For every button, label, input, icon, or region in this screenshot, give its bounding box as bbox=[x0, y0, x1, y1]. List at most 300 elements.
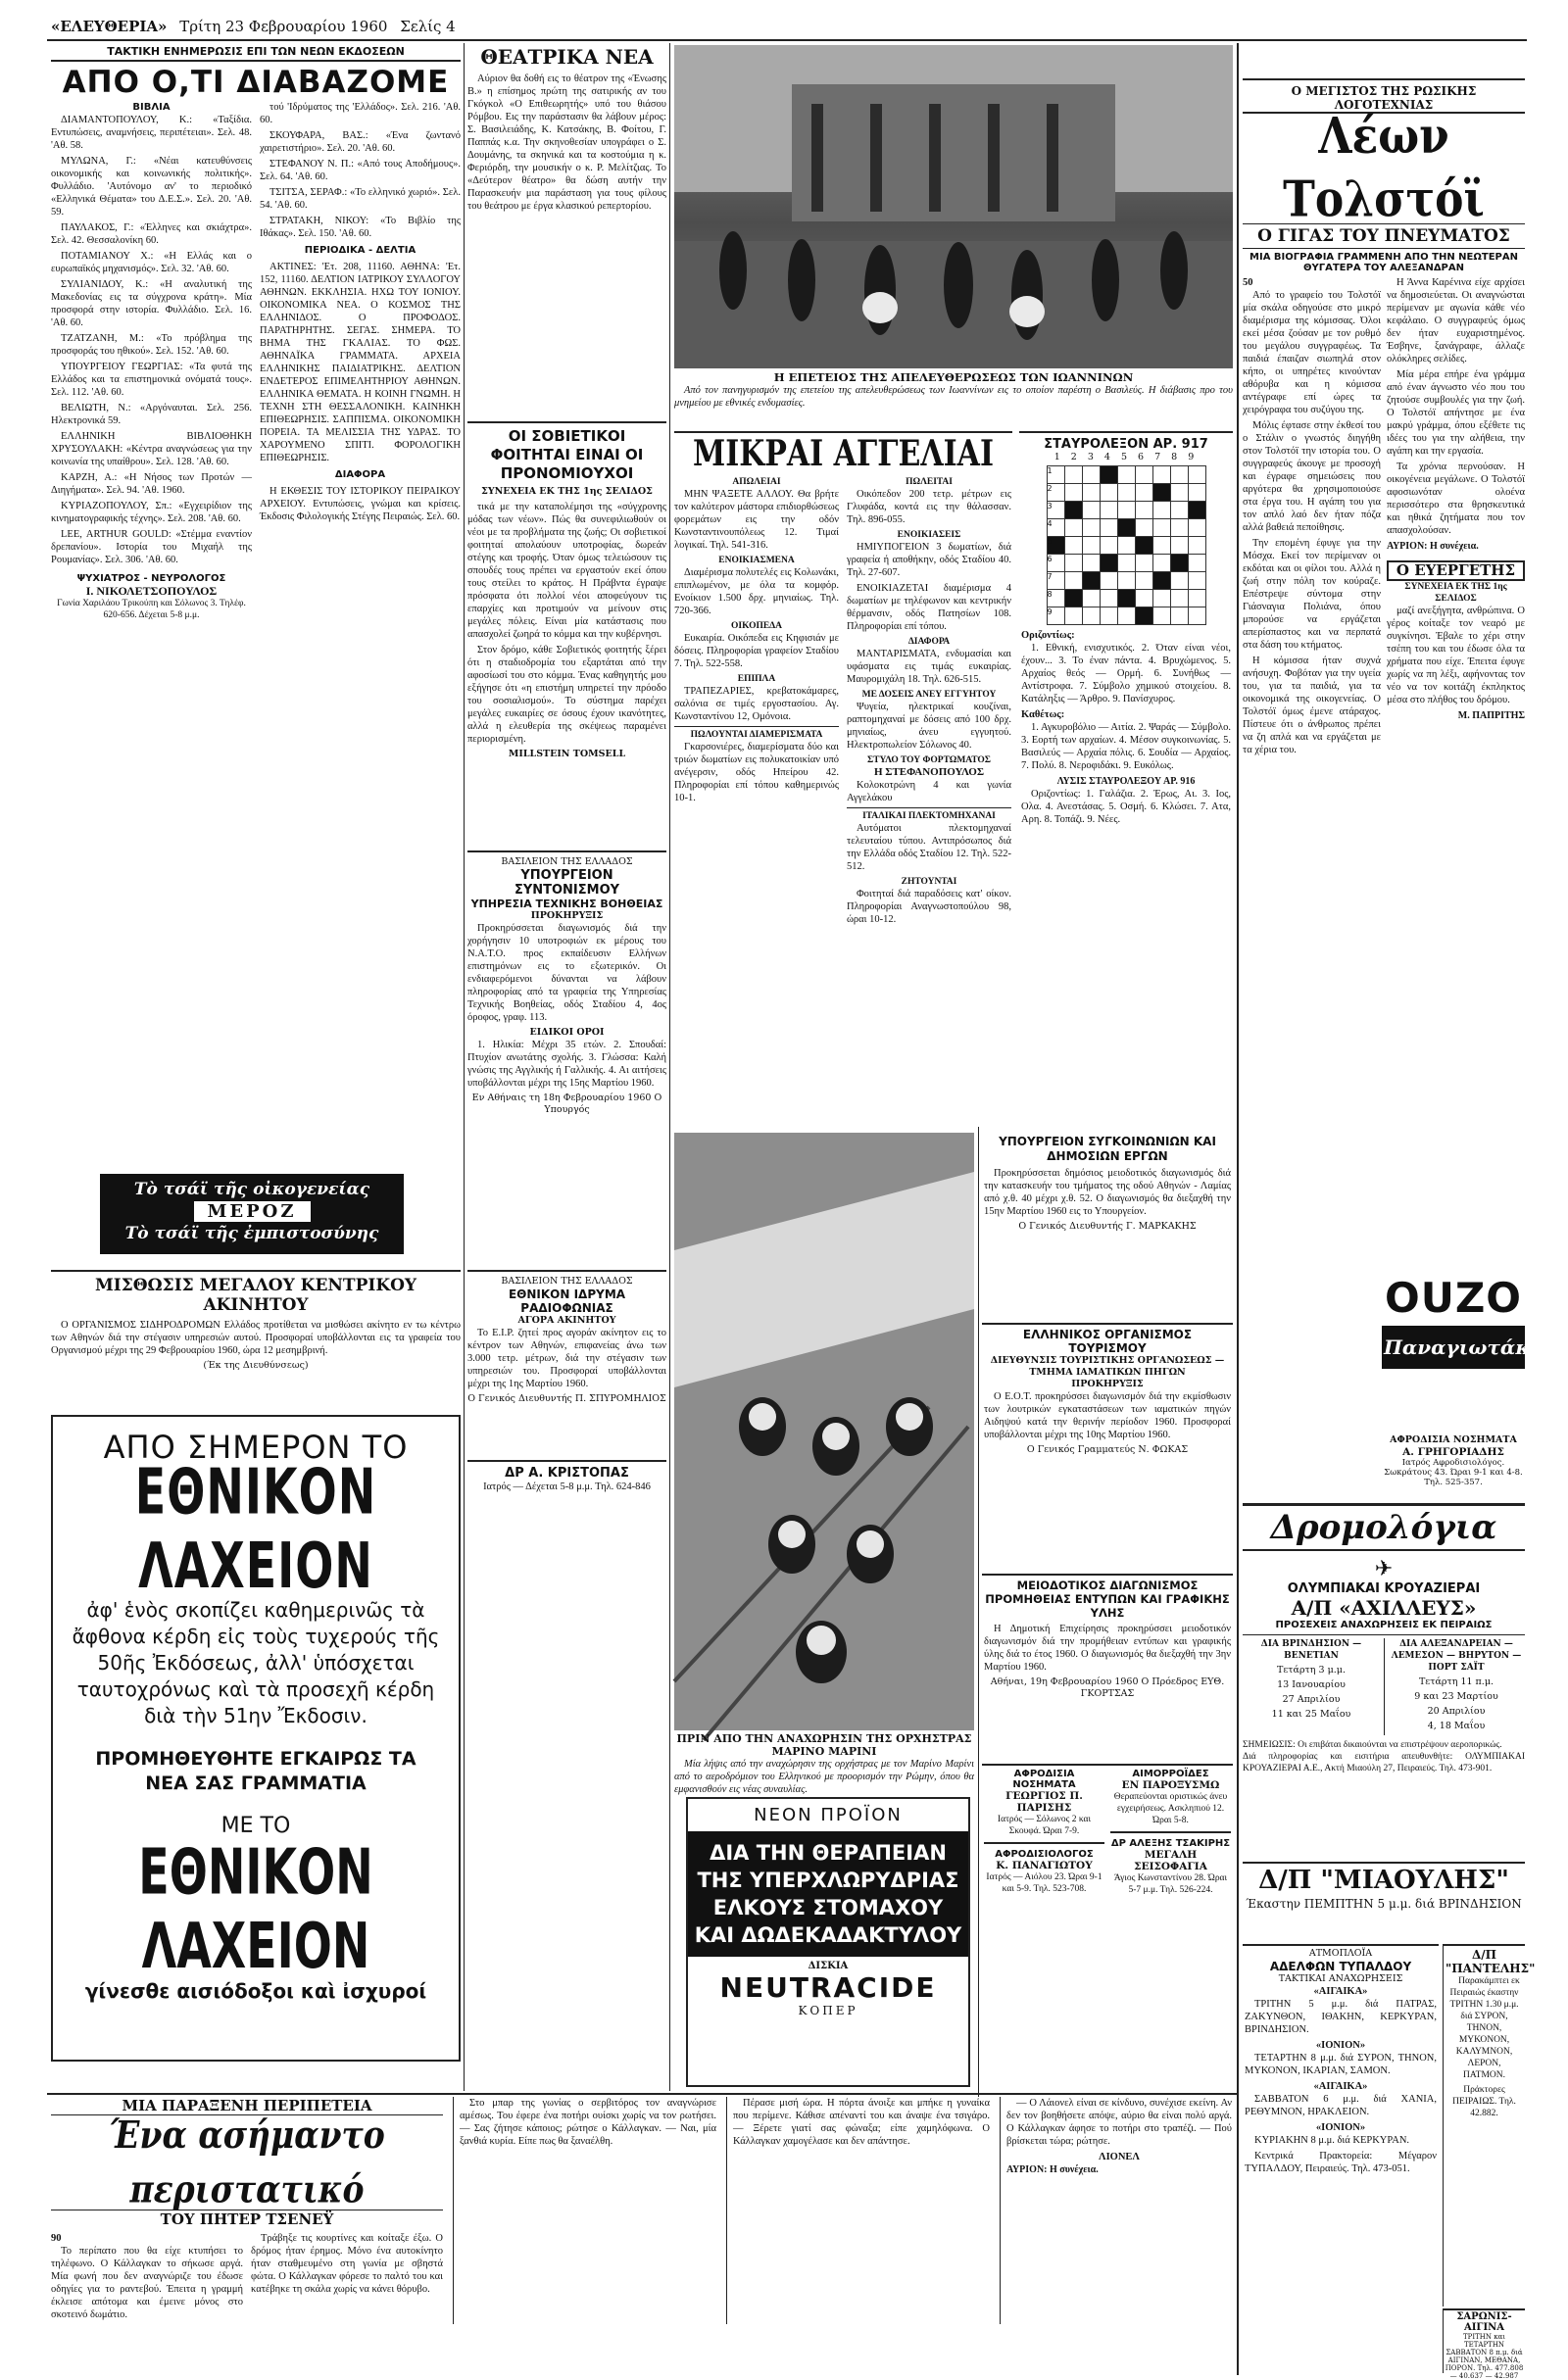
rented-label: ΕΝΟΙΚΙΑΣΜΕΝΑ bbox=[718, 556, 795, 565]
crossword-cell bbox=[1170, 572, 1188, 590]
crossword-cell bbox=[1135, 502, 1152, 519]
neutracide-ad bbox=[686, 1797, 970, 2087]
stylo-name: Η ΣΤΕΦΑΝΟΠΟΥΛΟΣ bbox=[873, 766, 985, 778]
crossword-title: ΣΤΑΥΡΟΛΕΞΟΝ ΑΡ. 917 bbox=[1044, 437, 1208, 452]
masthead-paper: «ΕΛΕΥΘΕΡΙΑ» bbox=[51, 18, 168, 35]
soviet-title: ΟΙ ΣΟΒΙΕΤΙΚΟΙ ΦΟΙΤΗΤΑΙ ΕΙΝΑΙ ΟΙ ΠΡΟΝΟΜΙΟΥΧΟΙ bbox=[490, 427, 644, 482]
crossword-cell bbox=[1135, 590, 1152, 607]
ship-departure-row: 4, 18 Μαΐου bbox=[1427, 1721, 1486, 1731]
typaldos-ship3: «ΑΙΓΑΙΚΑ» bbox=[1313, 2081, 1368, 2092]
book-entry: ΚΥΡΙΑΖΟΠΟΥΛΟΥ, Σπ.: «Εγχειρίδιον της κινηματογραφικής τέχνης». Σελ. 208. 'Αθ. 60. bbox=[51, 501, 252, 524]
crossword-cell bbox=[1135, 519, 1152, 537]
crossword-cell bbox=[1152, 537, 1170, 555]
crossword-cell bbox=[1082, 572, 1100, 590]
book-entry: ΤΖΑΤΖΑΝΗ, Μ.: «Το πρόβλημα της προσφοράς του ηθικού». Σελ. 152. 'Αθ. 60. bbox=[51, 333, 252, 357]
ouzo-ad bbox=[1382, 1274, 1544, 1431]
crossword-cell bbox=[1100, 502, 1117, 519]
crossword-cell bbox=[1117, 484, 1135, 502]
peristatiko-para: Στο μπαρ της γωνίας ο σερβιτόρος τον αναγνώρισε αμέσως. Του έφερε ένα ποτήρι ουίσκι χωρίς να τον ρωτήσει. — Σας ζήτησε κάποιος; ρώτησε ο Κάλλαγκαν. — Ναι, μία ξανθιά κυρία. Είπε πως θα ξαναέλθη. bbox=[460, 2098, 716, 2147]
peristatiko-para: — Ο Λάιονελ είναι σε κίνδυνο, συνέχισε εκείνη. Αν δεν τον βοηθήσετε απόψε, αύριο θα είναι πολύ αργά. Ο Κάλλαγκαν άφησε το ποτήρι στο τραπέζι. — Πού βρίσκεται τώρα; ρώτησε. bbox=[1006, 2098, 1232, 2147]
crossword-cell bbox=[1170, 519, 1188, 537]
clinic2-ad-title: ΑΦΡΟΔΙΣΙΑ ΝΟΣΗΜΑΤΑ bbox=[1390, 1434, 1517, 1445]
crossword-cell bbox=[1100, 607, 1117, 625]
benefactor-cont: ΣΥΝΕΧΕΙΑ ΕΚ ΤΗΣ 1ης ΣΕΛΙΔΟΣ bbox=[1404, 582, 1507, 604]
crossword-cell bbox=[1082, 502, 1100, 519]
neutracide-brand: NEUTRACIDE bbox=[719, 1971, 937, 2004]
sale-label: ΠΩΛΕΙΤΑΙ bbox=[906, 477, 953, 487]
crossword-cell bbox=[1188, 537, 1205, 555]
tourism-sign: Ο Γενικός Γραμματεύς Ν. ΦΩΚΑΣ bbox=[1026, 1444, 1189, 1455]
clinic1-text: Ιατρός — Σόλωνος 2 και Σκουφά. Ώραι 7-9. bbox=[997, 1815, 1092, 1836]
crossword-cell: 3 bbox=[1047, 502, 1064, 519]
clinic3-title: ΑΙΜΟΡΡΟΪΔΕΣ bbox=[1132, 1769, 1209, 1779]
ioannina-photo bbox=[674, 45, 1233, 368]
classifieds-title: ΜΙΚΡΑΙ ΑΓΓΕΛΙΑΙ bbox=[693, 433, 994, 475]
ouzo-brand: OUZO bbox=[1385, 1274, 1522, 1322]
crossword-cell bbox=[1188, 502, 1205, 519]
crossword-cell bbox=[1117, 466, 1135, 484]
ministry-text: Προκηρύσσεται διαγωνισμός διά την χορήγησιν 10 υποτροφιών εκ μέρους του Ν.Α.Τ.Ο. προς εκπαίδευσιν Ελλήνων επιστημόνων εις το εξωτερικόν. Οι ενδιαφερόμενοι δύνανται να λάβουν πληροφορίας από τα γραφεία της Υπηρεσίας Τεχνικής Βοηθείας, οδός Σταδίου 4, 4ος όροφος, γραφ. 113. bbox=[467, 923, 666, 1023]
lease-note: (Έκ της Διευθύνσεως) bbox=[203, 1360, 309, 1371]
crossword-cell bbox=[1064, 555, 1082, 572]
theatre-text: Αύριον θα δοθή εις το θέατρον της «Ένωσης Β.» η επίσημος πρώτη της σατιρικής αν του Γκόγκολ «Ο Επιθεωρητής» υπό του θιάσου Ρόμβου. Εις την παράστασιν θα λάβουν μέρος: Σ. Βασιλειάδης, Κ. Κατσάκης, Β. Φοίτου, Γ. Παππάς κ.α. Την σκηνοθεσίαν υπογράφει ο Σ. Δουμάνης, τα σκηνικά και τα κοστούμια η κ. Φεριόρδη, την μουσικήν ο κ. Ρ. Μελίτζιας. Το «Δεύτερον θέατρο» θα δώση αυτήν την Παρασκευήν μια παράσταση για τους φίλους του θεάτρου με έργα κλασικού ρεπερτορίου. bbox=[467, 73, 666, 212]
radio-notice bbox=[467, 1270, 666, 1456]
crossword-cell bbox=[1064, 607, 1082, 625]
tender-title: ΜΕΙΟΔΟΤΙΚΟΣ ΔΙΑΓΩΝΙΣΜΟΣ ΠΡΟΜΗΘΕΙΑΣ ΕΝΤΥΠΩΝ ΚΑΙ ΓΡΑΦΙΚΗΣ ΥΛΗΣ bbox=[985, 1579, 1230, 1620]
masthead-page: Σελίς 4 bbox=[400, 18, 456, 35]
clinic2-ad-name: Α. ΓΡΗΓΟΡΙΑΔΗΣ bbox=[1402, 1446, 1504, 1458]
clinic4-name: ΜΕΓΑΛΗ ΣΕΙΣΟΦΑΓΙΑ bbox=[1134, 1849, 1207, 1872]
crossword-cell bbox=[1152, 590, 1170, 607]
ship-sub: ΠΡΟΣΕΧΕΙΣ ΑΝΑΧΩΡΗΣΕΙΣ ΕΚ ΠΕΙΡΑΙΩΣ bbox=[1275, 1620, 1493, 1630]
panteli-info: Πράκτορες ΠΕΙΡΑΙΩΣ. Τηλ. 42.882. bbox=[1452, 2085, 1516, 2118]
clinic2-name: Κ. ΠΑΝΑΓΙΩΤΟΥ bbox=[996, 1860, 1093, 1871]
crossword-cell bbox=[1082, 607, 1100, 625]
tourism-text: Ο Ε.Ο.Τ. προκηρύσσει διαγωνισμόν διά την εκμίσθωσιν των λουτρικών εγκαταστάσεων των ιαματικών πηγών Αιδηψού κατά την θερινήν περίοδον 1960. Προσφοραί υποβάλλονται μέχρι της 10ης Μαρτίου 1960. bbox=[984, 1391, 1231, 1440]
book-entry: ΕΛΛΗΝΙΚΗ ΒΙΒΛΙΟΘΗΚΗ ΧΡΥΣΟΥΛΑΚΗ: «Κέντρα αναγνώσεως για την κοινωνία της υπαίθρου». Σελ. 128. 'Αθ. 60. bbox=[51, 431, 252, 467]
crossword-cell bbox=[1188, 555, 1205, 572]
crossword-cell bbox=[1100, 555, 1117, 572]
typaldos-ship2: «ΙΟΝΙΟΝ» bbox=[1315, 2040, 1366, 2051]
peristatiko-num: 90 bbox=[51, 2233, 62, 2244]
panteli-text: Παρακάμπτει εκ Πειραιώς έκαστην ΤΡΙΤΗΝ 1.30 μ.μ. διά ΣΥΡΟΝ, ΤΗΝΟΝ, ΜΥΚΟΝΟΝ, ΚΑΛΥΜΝΟΝ, ΛΕΡΟΝ, ΠΑΤΜΟΝ. bbox=[1449, 1976, 1520, 2080]
tender-notice bbox=[982, 1574, 1233, 1760]
crossword-cell bbox=[1152, 519, 1170, 537]
crossword-cell bbox=[1188, 590, 1205, 607]
book-entry: ΠΟΤΑΜΙΑΝΟΥ Χ.: «Η Ελλάς και ο ευρωπαϊκός μηχανισμός». Σελ. 32. 'Αθ. 60. bbox=[51, 251, 252, 274]
crossword bbox=[1019, 431, 1233, 1127]
crossword-cell bbox=[1082, 555, 1100, 572]
ship-departure-row: Τετάρτη 11 π.μ. bbox=[1418, 1676, 1494, 1687]
tolstoy-para: Την επομένη έφυγε για την Μόσχα. Εκεί τον περίμεναν οι εκδόται και οι φίλοι του. Αλλά η ζωή στην πόλη τον κούραζε. Επέστρεψε σύντομα στην Γιάσναγια Πολιάνα, όπου μπορούσε να εργάζεται απερίσπαστος και να περπατά στα δάση του κτήματος. bbox=[1243, 538, 1381, 651]
furniture-label: ΕΠΙΠΛΑ bbox=[737, 674, 776, 684]
book-entry: ΠΑΥΛΑΚΟΣ, Γ.: «Έλληνες και σκιάχτρα». Σελ. 42. Θεσσαλονίκη 60. bbox=[51, 222, 252, 246]
crossword-cell bbox=[1188, 484, 1205, 502]
orchestra-caption-text: Μία λήψις από την αναχώρησιν της ορχήστρας με τον Μαρίνο Μαρίνι από το αεροδρόμιον του Ελληνικού με προορισμόν την Ρώμην, όπου θα εμφανισθούν εις νέας συναυλίας. bbox=[674, 1759, 974, 1795]
tourism-sub: ΔΙΕΥΘΥΝΣΙΣ ΤΟΥΡΙΣΤΙΚΗΣ ΟΡΓΑΝΩΣΕΩΣ — ΤΜΗΜΑ ΙΑΜΑΤΙΚΩΝ ΠΗΓΩΝ bbox=[990, 1355, 1225, 1378]
book-entry: ΒΕΛΙΩΤΗ, Ν.: «Αργόναυται. Σελ. 256. Ηλεκτρονικά 59. bbox=[51, 403, 252, 426]
ioannina-caption-title: Η ΕΠΕΤΕΙΟΣ ΤΗΣ ΑΠΕΛΕΥΘΕΡΩΣΕΩΣ ΤΩΝ ΙΩΑΝΝΙΝΩΝ bbox=[773, 370, 1134, 384]
crossword-cell bbox=[1170, 484, 1188, 502]
misc-text: Η ΕΚΘΕΣΙΣ ΤΟΥ ΙΣΤΟΡΙΚΟΥ ΠΕΙΡΑΙΚΟΥ ΑΡΧΕΙΟΥ. Εντυπώσεις, γνώμαι και κρίσεις. Έκδοσις Φιλολογικής Στέγης Πειραιώς. Σελ. 60. bbox=[260, 486, 461, 522]
crossword-cell: 4 bbox=[1047, 519, 1064, 537]
typaldos-ship4-text: ΚΥΡΙΑΚΗΝ 8 μ.μ. διά ΚΕΡΚΥΡΑΝ. bbox=[1254, 2135, 1410, 2146]
radio-kicker: ΒΑΣΙΛΕΙΟΝ ΤΗΣ ΕΛΛΑΔΟΣ bbox=[501, 1276, 633, 1287]
crossword-cell bbox=[1170, 607, 1188, 625]
orchestra-photo bbox=[674, 1133, 974, 1730]
crossword-cell bbox=[1100, 519, 1117, 537]
clinic2-ad bbox=[1382, 1434, 1525, 1493]
lease-title: ΜΙΣΘΩΣΙΣ ΜΕΓΑΛΟΥ ΚΕΝΤΡΙΚΟΥ ΑΚΙΝΗΤΟΥ bbox=[94, 1276, 417, 1315]
crossword-cell bbox=[1082, 466, 1100, 484]
clinic2-ad-text: Ιατρός Αφροδισιολόγος. Σωκράτους 43. Ώραι 9-1 και 4-8. Τηλ. 525-357. bbox=[1384, 1458, 1523, 1487]
lost-label: ΑΠΩΛΕΙΑΙ bbox=[732, 477, 781, 487]
stylo-label: ΣΤΥΛΟ ΤΟΥ ΦΟΡΤΩΜΑΤΟΣ bbox=[866, 755, 992, 765]
crossword-solution-title: ΛΥΣΙΣ ΣΤΑΥΡΟΛΕΞΟΥ ΑΡ. 916 bbox=[1056, 776, 1196, 787]
ministry-sign: Εν Αθήναις τη 18η Φεβρουαρίου 1960 Ο Υπουργός bbox=[471, 1093, 662, 1115]
ship-route2: ΔΙΑ ΑΛΕΞΑΝΔΡΕΙΑΝ — ΛΕΜΕΣΟΝ — ΒΗΡΥΤΟΝ — ΠΟΡΤ ΣΑΪΤ bbox=[1391, 1639, 1522, 1673]
italian-label: ΙΤΑΛΙΚΑΙ ΠΛΕΚΤΟΜΗΧΑΝΑΙ bbox=[847, 807, 1011, 822]
ship-departure-row: 9 και 23 Μαρτίου bbox=[1414, 1691, 1498, 1702]
ioannina-caption bbox=[674, 370, 1233, 429]
crossword-cell bbox=[1170, 555, 1188, 572]
lottery-text: ἀφ' ἑνὸς σκοπίζει καθημερινῶς τὰ ἄφθονα κέρδη εἰς τοὺς τυχερούς τῆς 50ῆς Ἐκδόσεως, ἀλλ' ὑπόσχεται ταυτοχρόνως καὶ τὰ προσεχῆ κέρδη διὰ τὴν 51ην Ἔκδοσιν. bbox=[72, 1598, 440, 1727]
ministry-terms: ΕΙΔΙΚΟΙ ΟΡΟΙ bbox=[529, 1027, 605, 1038]
peristatiko-sign: ΛΙΟΝΕΛ bbox=[1099, 2152, 1140, 2162]
lottery-line1: ΑΠΟ ΣΗΜΕΡΟΝ ΤΟ bbox=[103, 1429, 409, 1466]
lottery-cta: ΠΡΟΜΗΘΕΥΘΗΤΕ ΕΓΚΑΙΡΩΣ ΤΑ ΝΕΑ ΣΑΣ ΓΡΑΜΜΑΤΙΑ bbox=[95, 1748, 416, 1794]
book-entry: ΔΙΑΜΑΝΤΟΠΟΥΛΟΥ, Κ.: «Ταξίδια. Εντυπώσεις, αναμνήσεις, περιπέτειαι». Σελ. 48. 'Αθ. 58. bbox=[51, 115, 252, 151]
typaldos-ship4: «ΙΟΝΙΟΝ» bbox=[1315, 2122, 1366, 2133]
meroz-line1: Τὸ τσάϊ τῆς οἰκογενείας bbox=[133, 1180, 370, 1199]
crossword-cell bbox=[1117, 607, 1135, 625]
tolstoy-num: 50 bbox=[1243, 277, 1253, 288]
tourism-title: ΕΛΛΗΝΙΚΟΣ ΟΡΓΑΝΙΣΜΟΣ ΤΟΥΡΙΣΜΟΥ bbox=[1022, 1328, 1193, 1355]
ministry-sub2: ΠΡΟΚΗΡΥΞΙΣ bbox=[530, 910, 604, 921]
ship-note: ΣΗΜΕΙΩΣΙΣ: Οι επιβάται δικαιούνται να επιστρέψουν αεροπορικώς. bbox=[1243, 1740, 1502, 1750]
crossword-cols: 1 2 3 4 5 6 7 8 9 bbox=[1054, 452, 1199, 462]
tolstoy-kicker: Ο ΜΕΓΙΣΤΟΣ ΤΗΣ ΡΩΣΙΚΗΣ ΛΟΓΟΤΕΧΝΙΑΣ bbox=[1243, 84, 1525, 114]
peristatiko-para: Τράβηξε τις κουρτίνες και κοίταξε έξω. Ο δρόμος ήταν έρημος. Μόνο ένα αυτοκίνητο ήταν σταθμευμένο στη γωνία με σβηστά φώτα. Ο Κάλλαγκαν φόρεσε το παλτό του και κατέβηκε τη σκάλα χωρίς να κάνει θόρυβο. bbox=[251, 2233, 443, 2295]
periodicals-label: ΠΕΡΙΟΔΙΚΑ - ΔΕΛΤΙΑ bbox=[304, 245, 416, 256]
tolstoy-next: ΑΥΡΙΟΝ: Η συνέχεια. bbox=[1387, 541, 1479, 552]
crossword-cell bbox=[1152, 484, 1170, 502]
crossword-cell: 9 bbox=[1047, 607, 1064, 625]
tolstoy-para: Μία μέρα επήρε ένα γράμμα από έναν άγνωστο νέο που του ζητούσε συμβουλές για την ζωή. Ο Τολστόϊ απήντησε με ένα μακρύ γράμμα, όπου εξέθετε τις ιδέες του για την αλήθεια, την αγάπη και την εργασία. bbox=[1387, 369, 1525, 457]
peristatiko-title: Ένα ασήμαντο περιστατικό bbox=[109, 2113, 385, 2211]
psych-ad-name: Ι. ΝΙΚΟΛΕΤΣΟΠΟΥΛΟΣ bbox=[85, 584, 218, 598]
tolstoy-para: Η κόμισσα ήταν συχνά ανήσυχη. Φοβόταν για την υγεία του, για τα παιδιά, για τα οικονομικά της οικογενείας. Ο Τολστόϊ όμως έμενε ατάραχος. Πίστευε ότι ο άνθρωπος πρέπει να ζη απλά και να εργάζεται με τα χέρια του. bbox=[1243, 656, 1381, 755]
wanted-text: Φοιτηταί διά παραδόσεις κατ' οίκον. Πληροφορίαι Αναγνωστοπούλου 98, ώραι 10-12. bbox=[847, 889, 1011, 925]
crossword-cell bbox=[1135, 572, 1152, 590]
ministry-kicker: ΒΑΣΙΛΕΙΟΝ ΤΗΣ ΕΛΛΑΔΟΣ bbox=[501, 856, 633, 867]
crossword-down-label: Καθέτως: bbox=[1021, 709, 1065, 720]
crossword-solution: Οριζοντίως: 1. Γαλάζια. 2. Έρως, Αι. 3. Ιος, Ολα. 4. Ανεστάσας. 5. Οσμή. 6. Κλώσει. 7. Ατα, Αρη. 8. Τοπάζι. 9. Νέες. bbox=[1021, 789, 1231, 825]
doctor-name: ΔΡ Α. ΚΡΙΣΤΟΠΑΣ bbox=[505, 1466, 629, 1481]
typaldos-ship3-text: ΣΑΒΒΑΤΟΝ 6 μ.μ. διά ΧΑΝΙΑ, ΡΕΘΥΜΝΟΝ, ΗΡΑΚΛΕΙΟΝ. bbox=[1245, 2094, 1437, 2117]
ship-title: Δρομολόγια bbox=[1243, 1506, 1525, 1551]
tolstoy-para: Από το γραφείο του Τολστόϊ μία σκάλα οδηγούσε στο μικρό διαμέρισμα της κόμισσας. Όλοι εκεί μέσα ζούσαν με τον ρυθμό του μεγάλου συγγραφέως. Τα παιδιά έπαιζαν σιωπηλά στον κήπο, οι υπηρέτες κινούνταν αθόρυβα και η κόμισσα αντέγραφε επί ώρες τα χειρόγραφα του συζύγου της. bbox=[1243, 290, 1381, 415]
peristatiko-para: Το περίπατο που θα είχε κτυπήσει το τηλέφωνο. Ο Κάλλαγκαν το σήκωσε αργά. Μία φωνή που δεν αναγνώριζε του έδωσε οδηγίες για το ραντεβού. Έπειτα η γραμμή έκλεισε απότομα και έμεινε μόνος στο σκοτεινό δωμάτιο. bbox=[51, 2246, 243, 2320]
typaldos-info: Κεντρικά Πρακτορεία: Μέγαρον ΤΥΠΑΛΔΟΥ, Πειραιεύς. Τηλ. 473-051. bbox=[1245, 2151, 1437, 2174]
crossword-cell bbox=[1170, 502, 1188, 519]
crossword-cell: 8 bbox=[1047, 590, 1064, 607]
aparts-text: Γκαρσονιέρες, διαμερίσματα δύο και τριών δωματίων εις πολυκατοικίαν υπό ανέγερσιν, οδός Ηπείρου 42. Πληροφορίαι επί τόπου καθημερινώς 10-1. bbox=[674, 742, 839, 803]
crossword-cell bbox=[1188, 466, 1205, 484]
misc-label: ΔΙΑΦΟΡΑ bbox=[334, 469, 386, 480]
neutracide-line1: ΔΙΑ ΤΗΝ ΘΕΡΑΠΕΙΑΝ bbox=[710, 1841, 947, 1865]
orchestra-photo-art bbox=[674, 1133, 974, 1730]
typaldos-ship1: «ΑΙΓΑΙΚΑ» bbox=[1313, 1986, 1368, 1997]
peristatiko-next: ΑΥΡΙΟΝ: Η συνέχεια. bbox=[1006, 2164, 1099, 2175]
benefactor-sign: Μ. ΠΑΠΡΙΤΗΣ bbox=[1457, 710, 1525, 721]
psych-ad-title: ΨΥΧΙΑΤΡΟΣ - ΝΕΥΡΟΛΟΓΟΣ bbox=[76, 573, 226, 584]
crossword-across: 1. Εθνική, ενισχυτικός. 2. Όταν είναι νέοι, έχουν... 3. Το έναν πάντα. 4. Βρυχώμενος. 5. Αρχαίος θεός — Ορμή. 6. Συνήθως — Αντίστροφα. 7. Σύμβολο χημικού στοιχείου. 8. Κατάληξις — Άρθρο. 9. Πανίσχυρος. bbox=[1021, 643, 1231, 704]
neutracide-kicker: ΝΕΟΝ ΠΡΟΪΟΝ bbox=[754, 1805, 903, 1825]
rented-text: Διαμέρισμα πολυτελές εις Κολωνάκι, επιπλωμένον, με όλα τα κομφόρ. Ενοίκιον 1.500 δρχ. μηνιαίως. Τηλ. 720-366. bbox=[674, 567, 840, 616]
crossword-cell bbox=[1170, 466, 1188, 484]
books-kicker: ΤΑΚΤΙΚΗ ΕΝΗΜΕΡΩΣΙΣ ΕΠΙ ΤΩΝ ΝΕΩΝ ΕΚΔΟΣΕΩΝ bbox=[107, 45, 405, 58]
crossword-cell bbox=[1100, 572, 1117, 590]
crossword-cell bbox=[1152, 607, 1170, 625]
crossword-cell bbox=[1100, 590, 1117, 607]
crossword-cell bbox=[1082, 590, 1100, 607]
saronis-title: ΣΑΡΩΝΙΣ-ΑΙΓΙΝΑ bbox=[1456, 2311, 1512, 2333]
book-entry: ΥΠΟΥΡΓΕΙΟΥ ΓΕΩΡΓΙΑΣ: «Τα φυτά της Ελλάδος και τα επιστημονικά ονόματά τους». Σελ. 112. 'Αθ. 60. bbox=[51, 362, 252, 398]
installments-label: ΜΕ ΔΟΣΕΙΣ ΑΝΕΥ ΕΓΓΥΗΤΟΥ bbox=[861, 690, 997, 700]
ioannina-caption-text: Από τον πανηγυρισμόν της επετείου της απελευθερώσεως των Ιωαννίνων εις το οποίον παρέστη ο Βασιλεύς. Η διάβασις προ του μνημείου με εθνικές ενδυμασίες. bbox=[674, 385, 1233, 409]
crossword-cell bbox=[1152, 572, 1170, 590]
ship-departure-row: 20 Απριλίου bbox=[1427, 1706, 1486, 1717]
ministry-title: ΥΠΟΥΡΓΕΙΟΝ ΣΥΝΤΟΝΙΣΜΟΥ bbox=[514, 868, 620, 898]
tolstoy-para: Η Άννα Καρένινα είχε αρχίσει να δημοσιεύεται. Οι αναγνώσται περίμεναν με αγωνία κάθε νέο κεφάλαιο. Ο συγγραφεύς όμως δεν ήταν ευχαριστημένος. Έσβηνε, ξανάγραφε, άλλαζε ολόκληρες σελίδες. bbox=[1387, 277, 1525, 364]
soviet-signature: MILLSTEIN TOMSELL bbox=[508, 749, 626, 759]
radio-title: ΕΘΝΙΚΟΝ ΙΔΡΥΜΑ ΡΑΔΙΟΦΩΝΙΑΣ bbox=[508, 1287, 626, 1315]
comm-ministry-notice bbox=[982, 1133, 1233, 1319]
crossword-cell bbox=[1064, 572, 1082, 590]
clinics-ads bbox=[982, 1764, 1233, 2087]
tender-text: Η Δημοτική Επιχείρησις προκηρύσσει μειοδοτικόν διαγωνισμόν διά την προμήθειαν εντύπων και γραφικής ύλης διά το έτος 1960. Ο διαγωνισμός θα διεξαχθή την 3ην Μαρτίου 1960. bbox=[984, 1624, 1231, 1673]
airplane-icon: ✈ bbox=[1374, 1557, 1394, 1581]
peristatiko-serial bbox=[51, 2097, 1233, 2373]
furniture-text: ΤΡΑΠΕΖΑΡΙΕΣ, κρεβατοκάμαρες, σαλόνια σε τιμές εργοστασίου. Αγ. Κωνσταντίνου 12, Ομόνοια. bbox=[674, 686, 839, 722]
miaoulis-ship: Δ/Π "ΜΙΑΟΥΛΗΣ" bbox=[1258, 1866, 1509, 1895]
panteli-ad bbox=[1443, 1944, 1536, 2307]
tolstoy-feature bbox=[1243, 84, 1525, 770]
lottery-slogan: γίνεσθε αισιόδοξοι καὶ ἰσχυροί bbox=[84, 1979, 427, 2003]
crossword-cell bbox=[1135, 607, 1152, 625]
crossword-cell bbox=[1064, 519, 1082, 537]
theatre-title: ΘΕΑΤΡΙΚΑ ΝΕΑ bbox=[480, 45, 654, 69]
tourism-sub2: ΠΡΟΚΗΡΥΞΙΣ bbox=[1071, 1379, 1144, 1389]
neutracide-sub: ΔΙΣΚΙΑ bbox=[808, 1961, 849, 1971]
crossword-cell bbox=[1135, 555, 1152, 572]
sale-text: Οικόπεδον 200 τετρ. μέτρων εις Γλυφάδα, κοντά εις την θάλασσαν. Τηλ. 896-055. bbox=[847, 489, 1011, 525]
books-title: ΑΠΟ Ο,ΤΙ ΔΙΑΒΑΖΟΜΕ bbox=[62, 65, 450, 100]
ship-schedule bbox=[1243, 1503, 1525, 1856]
crossword-cell bbox=[1064, 537, 1082, 555]
theatre-section bbox=[467, 45, 666, 417]
neutracide-line4: ΚΑΙ ΔΩΔΕΚΑΔΑΚΤΥΛΟΥ bbox=[694, 1923, 962, 1947]
books-section bbox=[51, 45, 461, 1172]
crossword-cell bbox=[1082, 519, 1100, 537]
crossword-cell bbox=[1188, 519, 1205, 537]
soviet-text-2: Στον δρόμο, κάθε Σοβιετικός φοιτητής ξέρει ότι η σταδιοδρομία του εξαρτάται από την αφοσίωσί του στο κόμμα. Ένας καθηγητής μου εξήγησε ότι «η επιστήμη υπηρετεί την πρόοδο του σοσιαλισμού». Το σύστημα παρέχει μεγάλες ευκαιρίες σε όσους έχουν ικανότητες, αλλά η ελευθερία της σκέψεως παραμένει περιορισμένη. bbox=[467, 645, 666, 745]
book-entry: ΣΚΟΥΦΑΡΑ, ΒΑΣ.: «Ένα ζωντανό χαιρετιστήριο». Σελ. 20. 'Αθ. 60. bbox=[260, 130, 461, 154]
crossword-cell bbox=[1188, 607, 1205, 625]
tolstoy-para: Τα χρόνια περνούσαν. Η οικογένεια μεγάλωνε. Ο Τολστόϊ αφοσιωνόταν ολοένα περισσότερο στα θρησκευτικά και ηθικά ζητήματα που τον απασχολούσαν. bbox=[1387, 461, 1525, 536]
clinic4-text: Άγιος Κωνσταντίνου 28. Ώραι 5-7 μ.μ. Τηλ. 526-224. bbox=[1113, 1873, 1228, 1895]
lease-text: Ο ΟΡΓΑΝΙΣΜΟΣ ΣΙΔΗΡΟΔΡΟΜΩΝ Ελλάδος προτίθεται να μισθώσει ακίνητο εν τω κέντρω των Αθηνών διά την στέγασιν υπηρεσιών αυτού. Προσφοραί υποβάλλονται εις τα γραφεία του Οργανισμού μέχρι της 29 Φεβρουαρίου 1960, ώρα 12 μεσημβρινή. bbox=[51, 1320, 461, 1356]
masthead bbox=[51, 18, 463, 39]
crossword-cell bbox=[1100, 537, 1117, 555]
panteli-ship: Δ/Π "ΠΑΝΤΕΛΗΣ" bbox=[1446, 1948, 1536, 1975]
ship-departure-row: 11 και 25 Μαΐου bbox=[1271, 1709, 1351, 1720]
neutracide-line3: ΕΛΚΟΥΣ ΣΤΟΜΑΧΟΥ bbox=[712, 1896, 944, 1919]
lottery-ad bbox=[51, 1415, 461, 2062]
comm-ministry-sign: Ο Γενικός Διευθυντής Γ. ΜΑΡΚΑΚΗΣ bbox=[1018, 1221, 1197, 1232]
crossword-cell: 2 bbox=[1047, 484, 1064, 502]
clinic2-text: Ιατρός — Αιόλου 23. Ώραι 9-1 και 5-9. Τηλ. 523-708. bbox=[986, 1872, 1102, 1894]
miaoulis-text: Έκαστην ΠΕΜΠΤΗΝ 5 μ.μ. διά ΒΡΙΝΔΗΣΙΟΝ bbox=[1246, 1897, 1522, 1911]
crossword-cell bbox=[1188, 572, 1205, 590]
clinic1-name: ΓΕΩΡΓΙΟΣ Π. ΠΑΡΙΣΗΣ bbox=[1005, 1790, 1083, 1814]
crossword-cell: 6 bbox=[1047, 555, 1064, 572]
crossword-cell bbox=[1064, 466, 1082, 484]
crossword-cell bbox=[1117, 502, 1135, 519]
lost-text: ΜΗΝ ΨΑΞΕΤΕ ΑΛΛΟΥ. Θα βρήτε τον καλύτερον μάστορα επιδιορθώσεως φορεμάτων εις την οδόν Κωνσταντινουπόλεως 12. Τιμαί λογικαί. Τηλ. 541-316. bbox=[674, 489, 839, 551]
ship-line: ΟΛΥΜΠΙΑΚΑΙ ΚΡΟΥΑΖΙΕΡΑΙ bbox=[1287, 1581, 1481, 1596]
crossword-cell: 7 bbox=[1047, 572, 1064, 590]
book-entry: ΣΥΛΙΑΝΙΔΟΥ, Κ.: «Η αναλυτική της Μακεδονίας εις τα σύγχρονα κράτη». Μία προσφορά στην ιστορία. Φυλλάδιο. Σελ. 16. 'Αθ. 60. bbox=[51, 279, 252, 328]
ouzo-sub: Παναγιωτάκη bbox=[1382, 1326, 1525, 1369]
periodicals-text: ΑΚΤΙΝΕΣ: 'Ετ. 208, 11160. ΑΘΗΝΑ: 'Ετ. 152, 11160. ΔΕΛΤΙΟΝ ΙΑΤΡΙΚΟΥ ΣΥΛΛΟΓΟΥ ΑΘΗΝΩΝ. ΕΚΚΛΗΣΙΑ. ΗΧΩ ΤΟΥ ΙΟΝΙΟΥ. ΟΙΚΟΝΟΜΙΚΑ ΝΕΑ. Ο ΚΟΣΜΟΣ ΤΗΣ ΕΛΛΗΝΙΔΟΣ. Ο ΠΡΟΦΟΔΟΣ. ΠΑΡΑΤΗΡΗΤΗΣ. ΣΕΓΑΣ. ΣΗΜΕΡΑ. ΤΟ ΒΗΜΑ ΤΗΣ ΓΚΑΛΙΑΣ. ΤΟ ΦΩΣ. ΑΘΗΝΑΪΚΑ ΓΡΑΜΜΑΤΑ. ΑΡΧΕΙΑ ΕΛΛΗΝΙΚΗΣ ΠΑΙΔΙΑΤΡΙΚΗΣ. ΔΕΛΤΙΟΝ ΕΝΔΕΤΕΡΟΣ ΕΠΙΜΕΛΗΤΗΡΙΟΥ ΑΘΗΝΩΝ. ΕΛΛΗΝΙΚΑ ΘΕΜΑΤΑ. Η ΚΟΙΝΗ ΓΝΩΜΗ. Η ΤΕΧΝΗ ΣΤΗ ΘΕΣΣΑΛΟΝΙΚΗ. ΚΑΙΝΗΚΗ ΕΠΙΘΕΩΡΗΣΙΣ. ΣΑΠΠΙΣΜΑ. ΟΙΚΟΝΟΜΙΚΗ ΠΟΡΕΙΑ. ΤΑ ΜΕΛΙΣΣΙΑ ΤΗΣ ΥΔΡΑΣ. ΤΟ ΧΑΡΟΥΜΕΝΟ ΣΠΙΤΙ. ΦΟΡΟΛΟΓΙΚΗ ΕΠΙΘΕΩΡΗΣΙΣ. bbox=[260, 262, 461, 463]
psych-ad-text: Γωνία Χαριλάου Τρικούπη και Σόλωνος 3. Τηλέφ. 620-656. Δέχεται 5-8 μ.μ. bbox=[57, 599, 246, 620]
crossword-cell bbox=[1064, 502, 1082, 519]
neutracide-maker: ΚΟΠΕΡ bbox=[798, 2004, 858, 2017]
soviet-text: τικά με την καταπολέμησι της «σύγχρονης μόδας των νέων». Πώς θα συνεφιλιωθούν οι νέοι με τα προβλήματα της ζωής; Οι σοβιετικοί φοιτηταί απολαύουν υποτροφίας, δωρεάν στέγης και τροφής. Όταν όμως τελειώσουν τις σπουδές τους πρέπει να εργαστούν εκεί όπου τους στείλει το κράτος. Η Πράβντα έγραψε πρόσφατα ότι πολλοί νέοι αποφεύγουν τις επαρχίες και προτιμούν να μείνουν στις μεγάλες πόλεις. Είναι μία κατάστασις που απασχολεί ζωηρά το κόμμα και την κυβέρνησι. bbox=[467, 502, 666, 640]
soviet-article bbox=[467, 421, 666, 843]
crossword-cell bbox=[1100, 484, 1117, 502]
ship-departure-row: 27 Απριλίου bbox=[1282, 1694, 1341, 1705]
crossword-cell bbox=[1170, 590, 1188, 607]
clinic1-title: ΑΦΡΟΔΙΣΙΑ ΝΟΣΗΜΑΤΑ bbox=[1012, 1769, 1076, 1790]
meroz-brand: ΜΕΡΟΖ bbox=[194, 1201, 311, 1222]
tolstoy-title: Λέων Τολστόϊ bbox=[1283, 107, 1485, 228]
rent-text: ΗΜΙΥΠΟΓΕΙΟΝ 3 δωματίων, διά γραφεία ή αποθήκην, οδός Σταδίου 40. Τηλ. 27-607. bbox=[847, 542, 1011, 578]
crossword-cell bbox=[1082, 484, 1100, 502]
ministry-list: 1. Ηλικία: Μέχρι 35 ετών. 2. Σπουδαί: Πτυχίον ανωτάτης σχολής. 3. Γλώσσα: Καλή γνώσις της Αγγλικής ή Γαλλικής. 4. Αι αιτήσεις υποβάλλονται μέχρι της 15ης Μαρτίου 1960. bbox=[467, 1040, 666, 1089]
italian-text: Αυτόματοι πλεκτομηχαναί τελευταίου τύπου. Αντιπρόσωπος διά την Ελλάδα οδός Σταδίου 12. Τηλ. 522-512. bbox=[847, 823, 1011, 872]
orchestra-caption bbox=[674, 1732, 974, 1795]
book-entry: ΜΥΛΩΝΑ, Γ.: «Νέαι κατευθύνσεις οικονομικής και κοινωνικής πολιτικής». Φυλλάδιο. 'Αυτόνομο αν' το περιοδικό «Ελληνικά Θέματα» του Δ.Ε.Σ.». Σελ. 20. 'Αθ. 59. bbox=[51, 156, 252, 218]
crossword-down: 1. Αγκυροβόλιο — Αιτία. 2. Ψαράς — Σύμβολο. 3. Εορτή των αρχαίων. 4. Μέσον συγκοινωνίας. 5. Βασιλεύς — Αρχαία πόλις. 6. Σουδία — Αρχαίος. 7. Πολύ. 8. Νεροφιδάκι. 9. Ευκόλως. bbox=[1021, 722, 1231, 771]
crossword-cell bbox=[1082, 537, 1100, 555]
orchestra-caption-title: ΠΡΙΝ ΑΠΟ ΤΗΝ ΑΝΑΧΩΡΗΣΙΝ ΤΗΣ ΟΡΧΗΣΤΡΑΣ ΜΑΡΙΝΟ ΜΑΡΙΝΙ bbox=[676, 1732, 972, 1758]
miaoulis-ad bbox=[1243, 1862, 1525, 1940]
installments-text: Ψυγεία, ηλεκτρικαί κουζίναι, ραπτομηχαναί με δόσεις από 100 δρχ. μηνιαίως, άνευ εγγυητού. Ηλεκτροπωλείον Σόλωνος 40. bbox=[847, 702, 1011, 751]
meroz-line2: Τὸ τσάϊ τῆς ἐμπιστοσύνης bbox=[124, 1224, 379, 1243]
radio-sub: ΑΓΟΡΑ ΑΚΙΝΗΤΟΥ bbox=[517, 1315, 616, 1326]
crossword-grid bbox=[1047, 465, 1206, 625]
rent-label: ΕΝΟΙΚΙΑΣΕΙΣ bbox=[897, 530, 961, 540]
crossword-across-label: Οριζοντίως: bbox=[1021, 630, 1075, 641]
typaldos-title: ΑΤΜΟΠΛΟΪΑ bbox=[1308, 1948, 1373, 1959]
crossword-cell bbox=[1117, 519, 1135, 537]
crossword-cell bbox=[1117, 590, 1135, 607]
benefactor-text: μαζί ανεξήγητα, ανθρώπινα. Ο γέρος κοίταξε τον νεαρό με συγκίνησι. Έβαλε το χέρι στην τσέπη του και του έδωσε όλα τα χρήματα που είχε. Έπειτα έφυγε χωρίς να πη λέξι, αφήνοντας τον νέο να τον κοιτάζη έκπληκτος μέσα στο πλήθος του δρόμου. bbox=[1387, 606, 1525, 705]
crossword-cell bbox=[1152, 502, 1170, 519]
typaldos-name: ΑΔΕΛΦΩΝ ΤΥΠΑΛΔΟΥ bbox=[1269, 1960, 1412, 1973]
saronis-ad bbox=[1443, 2308, 1525, 2380]
ship-info: Διά πληροφορίας και εισιτήρια απευθυνθήτε: ΟΛΥΜΠΙΑΚΑΙ ΚΡΟΥΑΖΙΕΡΑΙ Α.Ε., Ακτή Μιαούλη 27, Πειραιεύς. Τηλ. 473-901. bbox=[1243, 1752, 1525, 1773]
crossword-cell bbox=[1152, 466, 1170, 484]
benefactor-title: Ο ΕΥΕΡΓΕΤΗΣ bbox=[1396, 561, 1516, 579]
typaldos-sub: ΤΑΚΤΙΚΑΙ ΑΝΑΧΩΡΗΣΕΙΣ bbox=[1278, 1973, 1403, 1984]
book-entry: ΚΑΡΖΗ, Α.: «Η Νήσος των Προτών — Διηγήματα». Σελ. 94. 'Αθ. 1960. bbox=[51, 472, 252, 496]
misc-ads-label: ΔΙΑΦΟΡΑ bbox=[907, 637, 951, 647]
ministry-notice bbox=[467, 850, 666, 1262]
crossword-cell bbox=[1135, 537, 1152, 555]
peristatiko-kicker: ΜΙΑ ΠΑΡΑΞΕΝΗ ΠΕΡΙΠΕΤΕΙΑ bbox=[51, 2097, 443, 2115]
peristatiko-para: Πέρασε μισή ώρα. Η πόρτα άνοιξε και μπήκε η γυναίκα που περίμενε. Κάθισε απέναντί του και άναψε ένα τσιγάρο. — Ξέρετε γιατί σας φώναξα; είπε χαμηλόφωνα. Ο Κάλλαγκαν χαμογέλασε και δεν απάντησε. bbox=[733, 2098, 990, 2147]
ship-route1: ΔΙΑ ΒΡΙΝΔΗΣΙΟΝ — ΒΕΝΕΤΙΑΝ bbox=[1260, 1639, 1362, 1661]
crossword-cell bbox=[1135, 484, 1152, 502]
peristatiko-author: ΤΟΥ ΠΗΤΕΡ ΤΣΕΝΕΫ bbox=[51, 2210, 443, 2228]
misc-ads-text: ΜΑΝΤΑΡΙΣΜΑΤΑ, ενδυμασίαι και υφάσματα εις τιμάς ευκαιρίας. Μαυρομιχάλη 18. Τηλ. 626-515. bbox=[847, 649, 1011, 685]
typaldos-ad bbox=[1243, 1944, 1439, 2371]
lease-notice bbox=[51, 1270, 461, 1407]
crossword-cell bbox=[1170, 537, 1188, 555]
comm-ministry-title: ΥΠΟΥΡΓΕΙΟΝ ΣΥΓΚΟΙΝΩΝΙΩΝ ΚΑΙ ΔΗΜΟΣΙΩΝ ΕΡΓΩΝ bbox=[999, 1135, 1216, 1163]
meroz-ad bbox=[100, 1174, 404, 1254]
typaldos-ship1-text: ΤΡΙΤΗΝ 5 μ.μ. διά ΠΑΤΡΑΣ, ΖΑΚΥΝΘΟΝ, ΙΘΑΚΗΝ, ΚΕΡΚΥΡΑΝ, ΒΡΙΝΔΗΣΙΟΝ. bbox=[1245, 1999, 1437, 2035]
radio-sign: Ο Γενικός Διευθυντής Π. ΣΠΥΡΟΜΗΛΙΟΣ bbox=[467, 1393, 666, 1404]
crossword-cell bbox=[1135, 466, 1152, 484]
doctor-ad bbox=[467, 1460, 666, 1548]
crossword-cell bbox=[1152, 555, 1170, 572]
lottery-title-2: ΕΘΝΙΚΟΝ ΛΑΧΕΙΟΝ bbox=[138, 1834, 373, 1983]
masthead-date: Τρίτη 23 Φεβρουαρίου 1960 bbox=[179, 18, 388, 35]
crossword-cell: 5 bbox=[1047, 537, 1064, 555]
book-entry: LEE, ARTHUR GOULD: «Στέμμα εναντίον δρεπανίου». Ιστορία του Μιχαήλ της Ρουμανίας». Σελ. 306. 'Αθ. 60. bbox=[51, 529, 252, 565]
crossword-cell bbox=[1117, 572, 1135, 590]
tolstoy-sub: Ο ΓΙΓΑΣ ΤΟΥ ΠΝΕΥΜΑΤΟΣ bbox=[1243, 223, 1525, 249]
rent-text-2: ΕΝΟΙΚΙΑΖΕΤΑΙ διαμέρισμα 4 δωματίων με τηλέφωνον και κεντρικήν θέρμανσιν, οδός Πατησίων 108. Πληροφορίαι επί τόπου. bbox=[847, 583, 1011, 632]
book-entry: τού 'Ιδρύματος της 'Ελλάδος». Σελ. 216. 'Αθ. 60. bbox=[260, 102, 461, 125]
book-entry: ΣΤΕΦΑΝΟΥ Ν. Π.: «Από τους Αποδήμους». Σελ. 64. 'Αθ. 60. bbox=[260, 159, 461, 182]
crossword-cell bbox=[1117, 537, 1135, 555]
doctor-text: Ιατρός — Δέχεται 5-8 μ.μ. Τηλ. 624-846 bbox=[483, 1481, 651, 1492]
saronis-text: ΤΡΙΤΗΝ και ΤΕΤΑΡΤΗΝ ΣΑΒΒΑΤΟΝ 8 π.μ. διά ΑΙΓΙΝΑΝ, ΜΕΘΑΝΑ, ΠΟΡΟΝ. Τηλ. 477.808 — 40.637 — 42.987 bbox=[1445, 2333, 1524, 2380]
lottery-with: ΜΕ ΤΟ bbox=[220, 1814, 291, 1838]
clinic3-text: Θεραπεύονται οριστικώς άνευ εγχειρήσεως. Ασκληπιού 12. Ώραι 5-8. bbox=[1113, 1792, 1228, 1825]
ship-name: Α/Π «ΑΧΙΛΛΕΥΣ» bbox=[1291, 1596, 1477, 1620]
tolstoy-deck: ΜΙΑ ΒΙΟΓΡΑΦΙΑ ΓΡΑΜΜΕΝΗ ΑΠΟ ΤΗΝ ΝΕΩΤΕΡΑΝ ΘΥΓΑΤΕΡΑ ΤΟΥ ΑΛΕΞΑΝΔΡΑΝ bbox=[1250, 252, 1518, 273]
books-section-label: ΒΙΒΛΙΑ bbox=[132, 102, 171, 113]
ministry-sub: ΥΠΗΡΕΣΙΑ ΤΕΧΝΙΚΗΣ ΒΟΗΘΕΙΑΣ bbox=[470, 898, 663, 910]
crossword-cell bbox=[1100, 466, 1117, 484]
clinic3-name: ΕΝ ΠΑΡΟΞΥΣΜΩ bbox=[1121, 1779, 1220, 1791]
crossword-cell bbox=[1117, 555, 1135, 572]
book-entry: ΣΤΡΑΤΑΚΗ, ΝΙΚΟΥ: «Το Βιβλίο της Ιθάκας». Σελ. 150. 'Αθ. 60. bbox=[260, 216, 461, 239]
plots-text: Ευκαιρία. Οικόπεδα εις Κηφισιάν με δόσεις. Πληροφορίαι γραφείον Σταδίου 7. Τηλ. 522-558. bbox=[674, 633, 839, 669]
aparts-label: ΠΩΛΟΥΝΤΑΙ ΔΙΑΜΕΡΙΣΜΑΤΑ bbox=[674, 726, 839, 741]
neutracide-line2: ΤΗΣ ΥΠΕΡΧΛΩΡΥΔΡΙΑΣ bbox=[697, 1869, 959, 1892]
stylo-text: Κολοκοτρώνη 4 και γωνία Αγγελάκου bbox=[847, 780, 1011, 803]
tourism-notice bbox=[982, 1323, 1233, 1568]
book-entry: ΤΣΙΤΣΑ, ΣΕΡΑΦ.: «Το ελληνικό χωριό». Σελ. 54. 'Αθ. 60. bbox=[260, 187, 461, 211]
